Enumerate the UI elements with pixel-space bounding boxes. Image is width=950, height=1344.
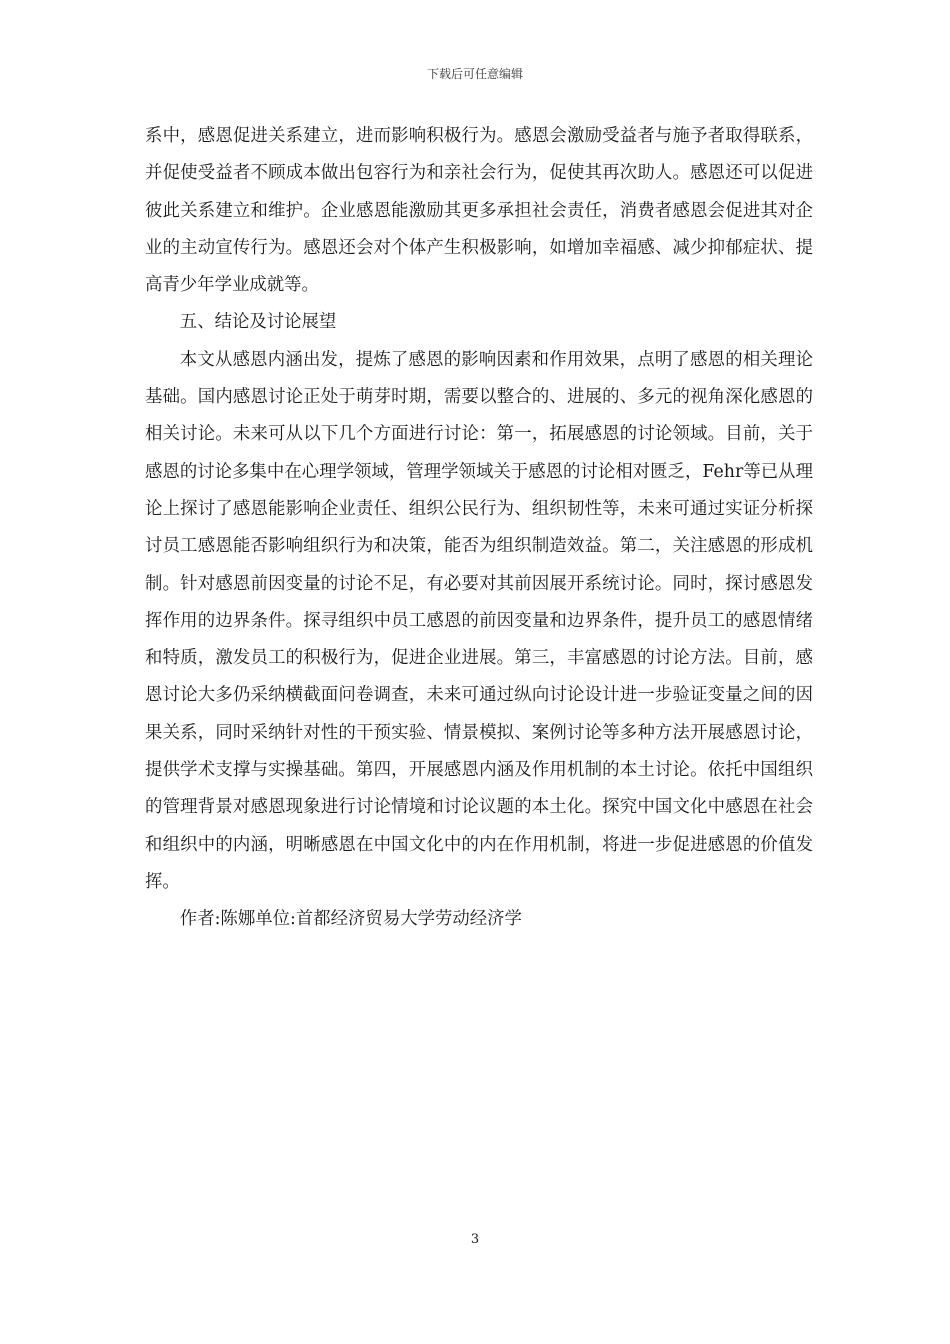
section-heading: 五、结论及讨论展望 (179, 312, 337, 333)
document-body (145, 118, 813, 939)
paragraph-conclusion: 本文从感恩内涵出发，提炼了感恩的影响因素和作用效果，点明了感恩的相关理论基础。国内感恩讨论正处于萌芽时期，需要以整合的、进展的、多元的视角深化感恩的相关讨论。未来可从以下几个方面进行讨论：第一，拓展感恩的讨论领域。目前，关于感恩的讨论多集中在心理学领域，管理学领域关于感恩的讨论相对匮乏，Fehr等已从理论上探讨了感恩能影响企业责任、组织公民行为、组织韧性等，未来可通过实证分析探讨员工感恩能否影响组织行为和决策，能否为组织制造效益。第二，关注感恩的形成机制。针对感恩前因变量的讨论不足，有必要对其前因展开系统讨论。同时，探讨感恩发挥作用的边界条件。探寻组织中员工感恩的前因变量和边界条件，提升员工的感恩情绪和特质，激发员工的积极行为，促进企业进展。第三，丰富感恩的讨论方法。目前，感恩讨论大多仍采纳横截面问卷调查，未来可通过纵向讨论设计进一步验证变量之间的因果关系，同时采纳针对性的干预实验、情景模拟、案例讨论等多种方法开展感恩讨论，提供学术支撑与实操基础。第四，开展感恩内涵及作用机制的本土讨论。依托中国组织的管理背景对感恩现象进行讨论情境和讨论议题的本土化。探究中国文化中感恩在社会和组织中的内涵，明晰感恩在中国文化中的内在作用机制，将进一步促进感恩的价值发挥。 (145, 349, 813, 892)
paragraph-continued: 系中，感恩促进关系建立，进而影响积极行为。感恩会激励受益者与施予者取得联系，并促使受益者不顾成本做出包容行为和亲社会行为，促使其再次助人。感恩还可以促进彼此关系建立和维护。企业感恩能激励其更多承担社会责任，消费者感恩会促进其对企业的主动宣传行为。感恩还会对个体产生积极影响，如增加幸福感、减少抑郁症状、提高青少年学业成就等。 (145, 126, 813, 296)
page-header: 下载后可任意编辑 (426, 67, 523, 81)
page-number: 3 (470, 1232, 480, 1247)
author-line: 作者:陈娜单位:首都经济贸易大学劳动经济学 (179, 909, 522, 930)
